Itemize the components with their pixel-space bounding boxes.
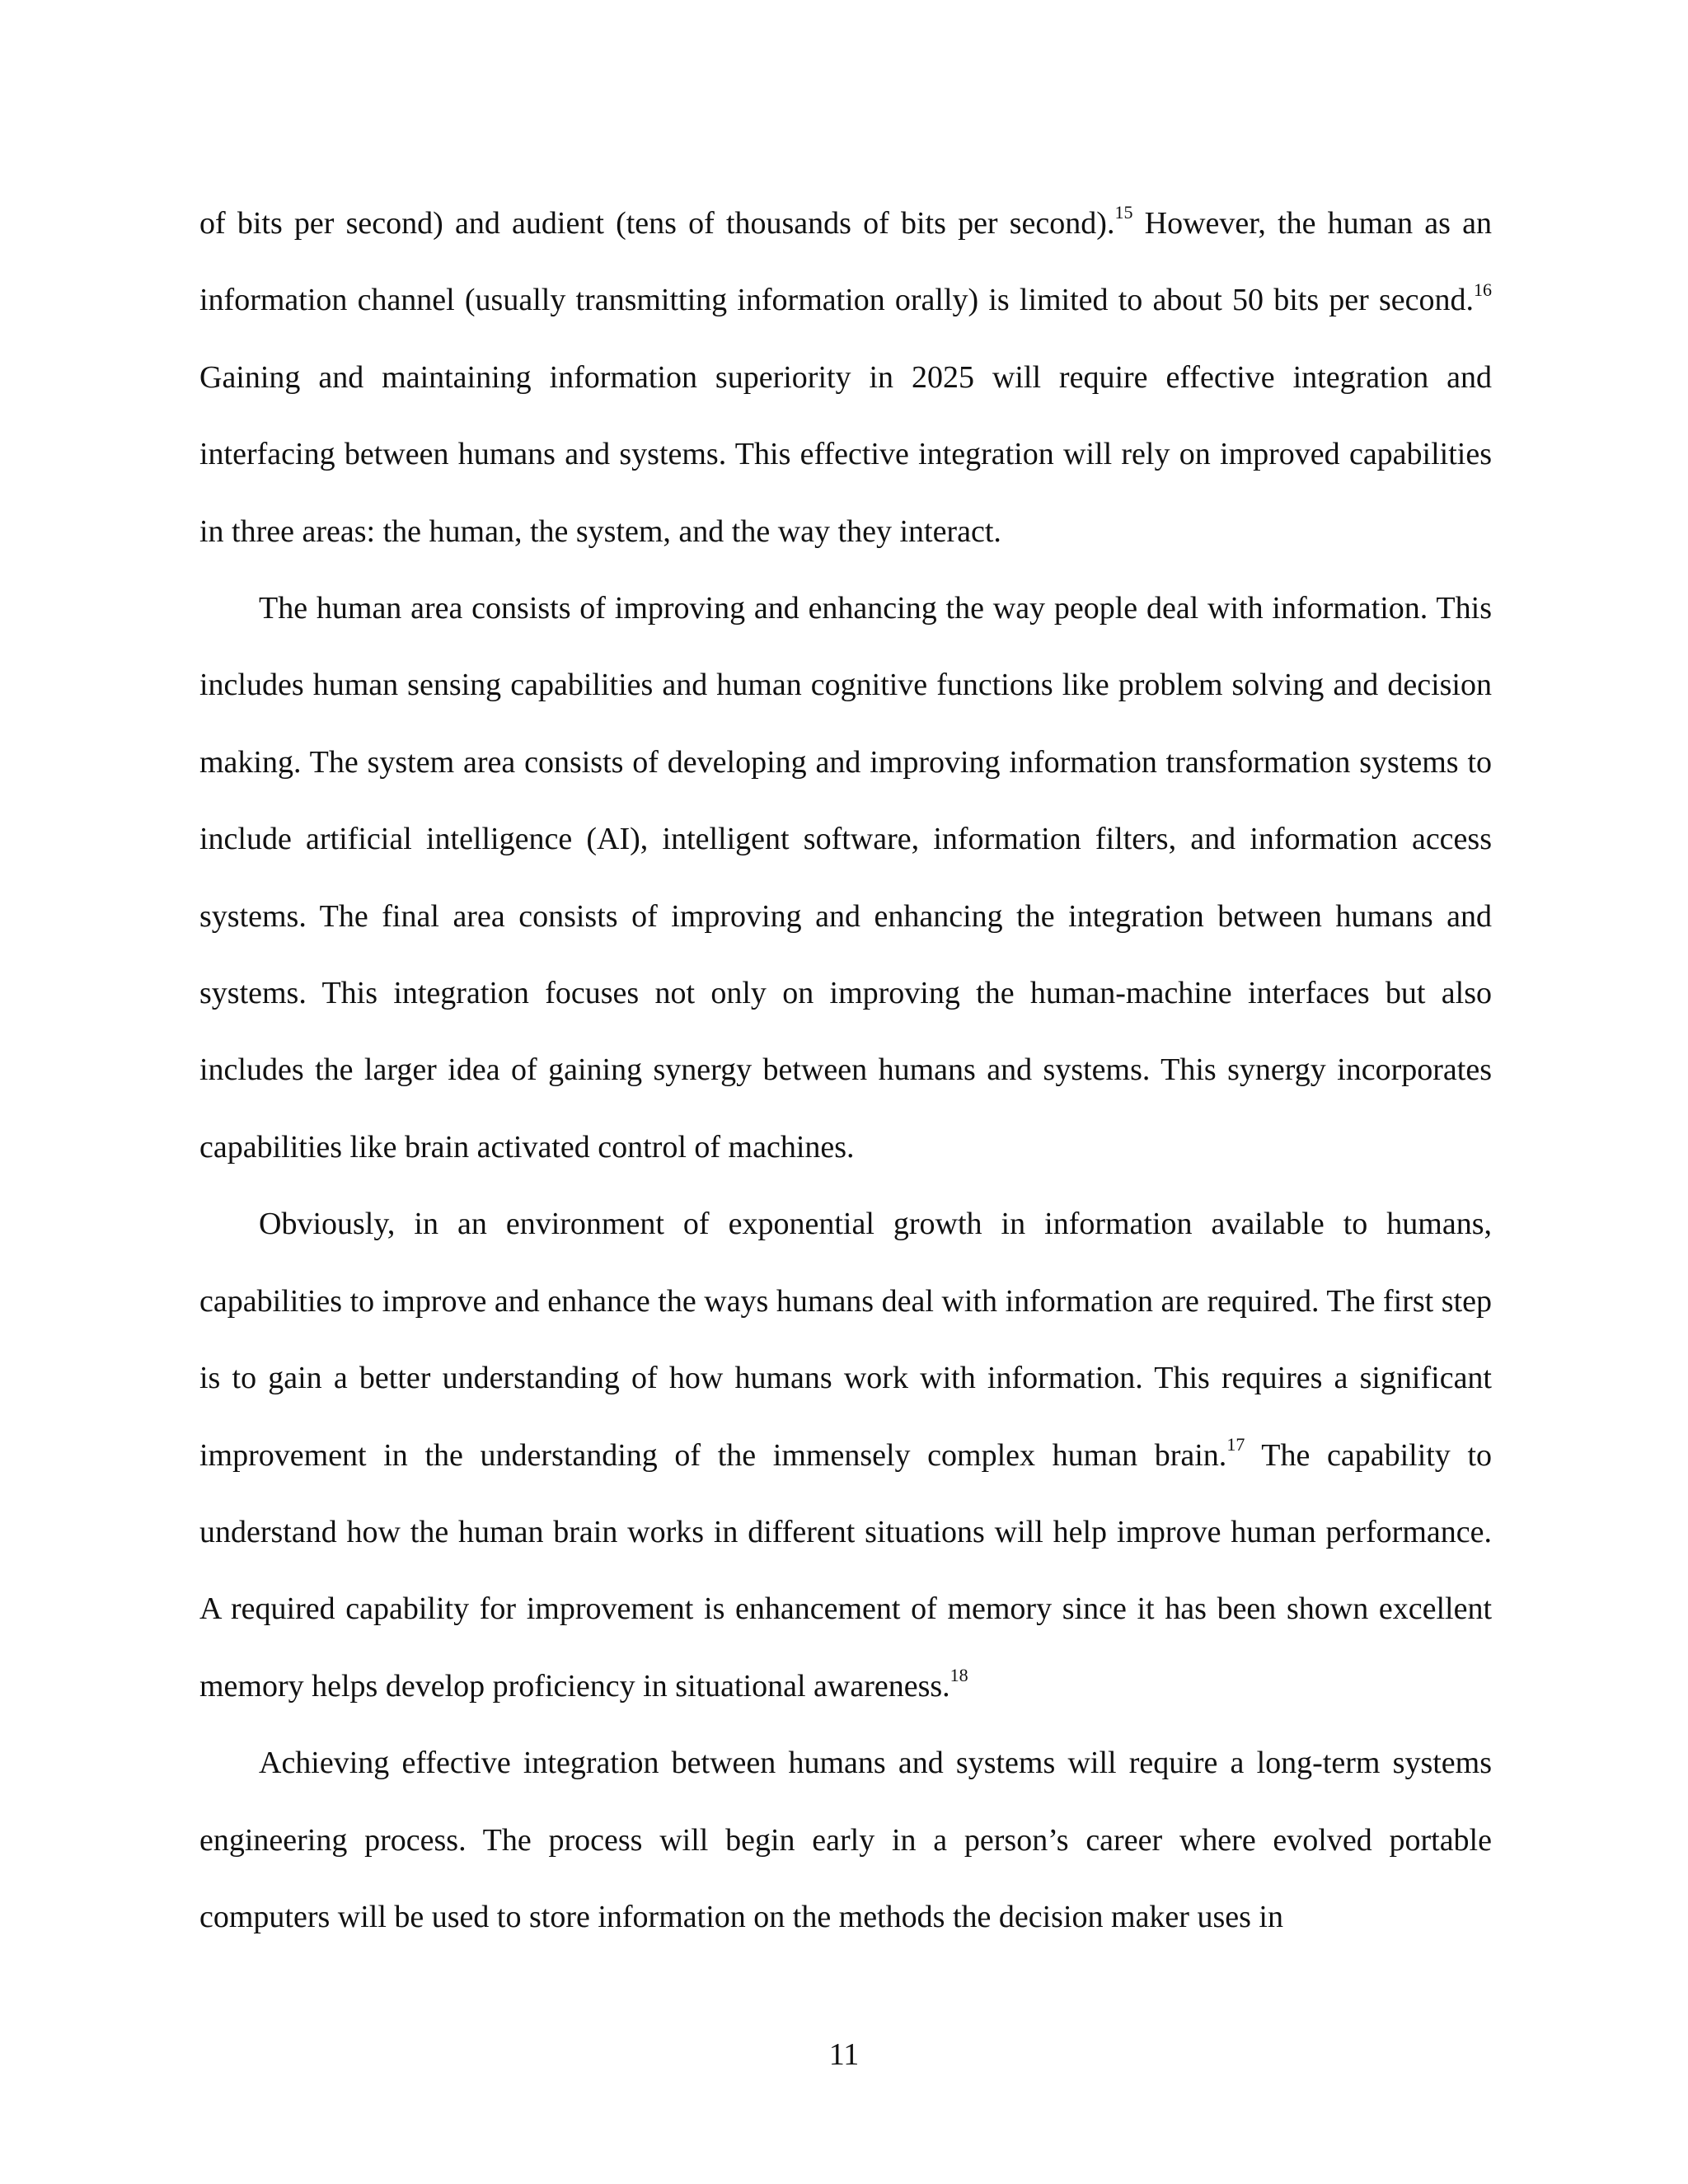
footnote-ref-16: 16 xyxy=(1474,279,1492,300)
paragraph-text: of bits per second) and audient (tens of thousands of bits per second). xyxy=(199,206,1115,241)
footnote-ref-18: 18 xyxy=(950,1665,968,1686)
paragraph-text: However, the human as an information channel (usually transmitting information orally) is limited to about 50 bits per second. xyxy=(199,206,1492,318)
page-number: 11 xyxy=(828,2037,860,2072)
footnote-ref-15: 15 xyxy=(1114,202,1133,223)
paragraph xyxy=(199,1725,1492,1956)
paragraph-text: The capability to understand how the human brain works in different situations will help improve human performance. A required capability for improvement is enhancement of memory since it has been shown excellent memory helps develop proficiency in situational awareness. xyxy=(199,1437,1493,1704)
paragraph-text: Achieving effective integration between humans and systems will require a long-term systems engineering process. The process will begin early in a person’s career where evolved portable computers will be used to store information on the methods the decision maker uses in xyxy=(199,1746,1492,1934)
body-text xyxy=(199,185,1492,1956)
paragraph xyxy=(199,1186,1492,1725)
paragraph xyxy=(199,185,1492,570)
footnote-ref-17: 17 xyxy=(1226,1433,1245,1455)
paragraph-text: Gaining and maintaining information superiority in 2025 will require effective integration and interfacing between humans and systems. This effective integration will rely on improved capabilities in three areas: the human, the system, and the way they interact. xyxy=(199,359,1492,549)
paragraph-text: Obviously, in an environment of exponential growth in information available to humans, capabilities to improve and enhance the ways humans deal with information are required. The first step is to gain a better understanding of how humans work with information. This requires a significant improvement in the understanding of the immensely complex human brain. xyxy=(199,1207,1492,1473)
paragraph xyxy=(199,570,1492,1186)
paragraph-text: The human area consists of improving and enhancing the way people deal with information. This includes human sensing capabilities and human cognitive functions like problem solving and decision making. The system area consists of developing and improving information transformation systems to include artificial intelligence (AI), intelligent software, information filters, and information access systems. The final area consists of improving and enhancing the integration between humans and systems. This integration focuses not only on improving the human-machine interfaces but also includes the larger idea of gaining synergy between humans and systems. This synergy incorporates capabilities like brain activated control of machines. xyxy=(199,591,1492,1165)
